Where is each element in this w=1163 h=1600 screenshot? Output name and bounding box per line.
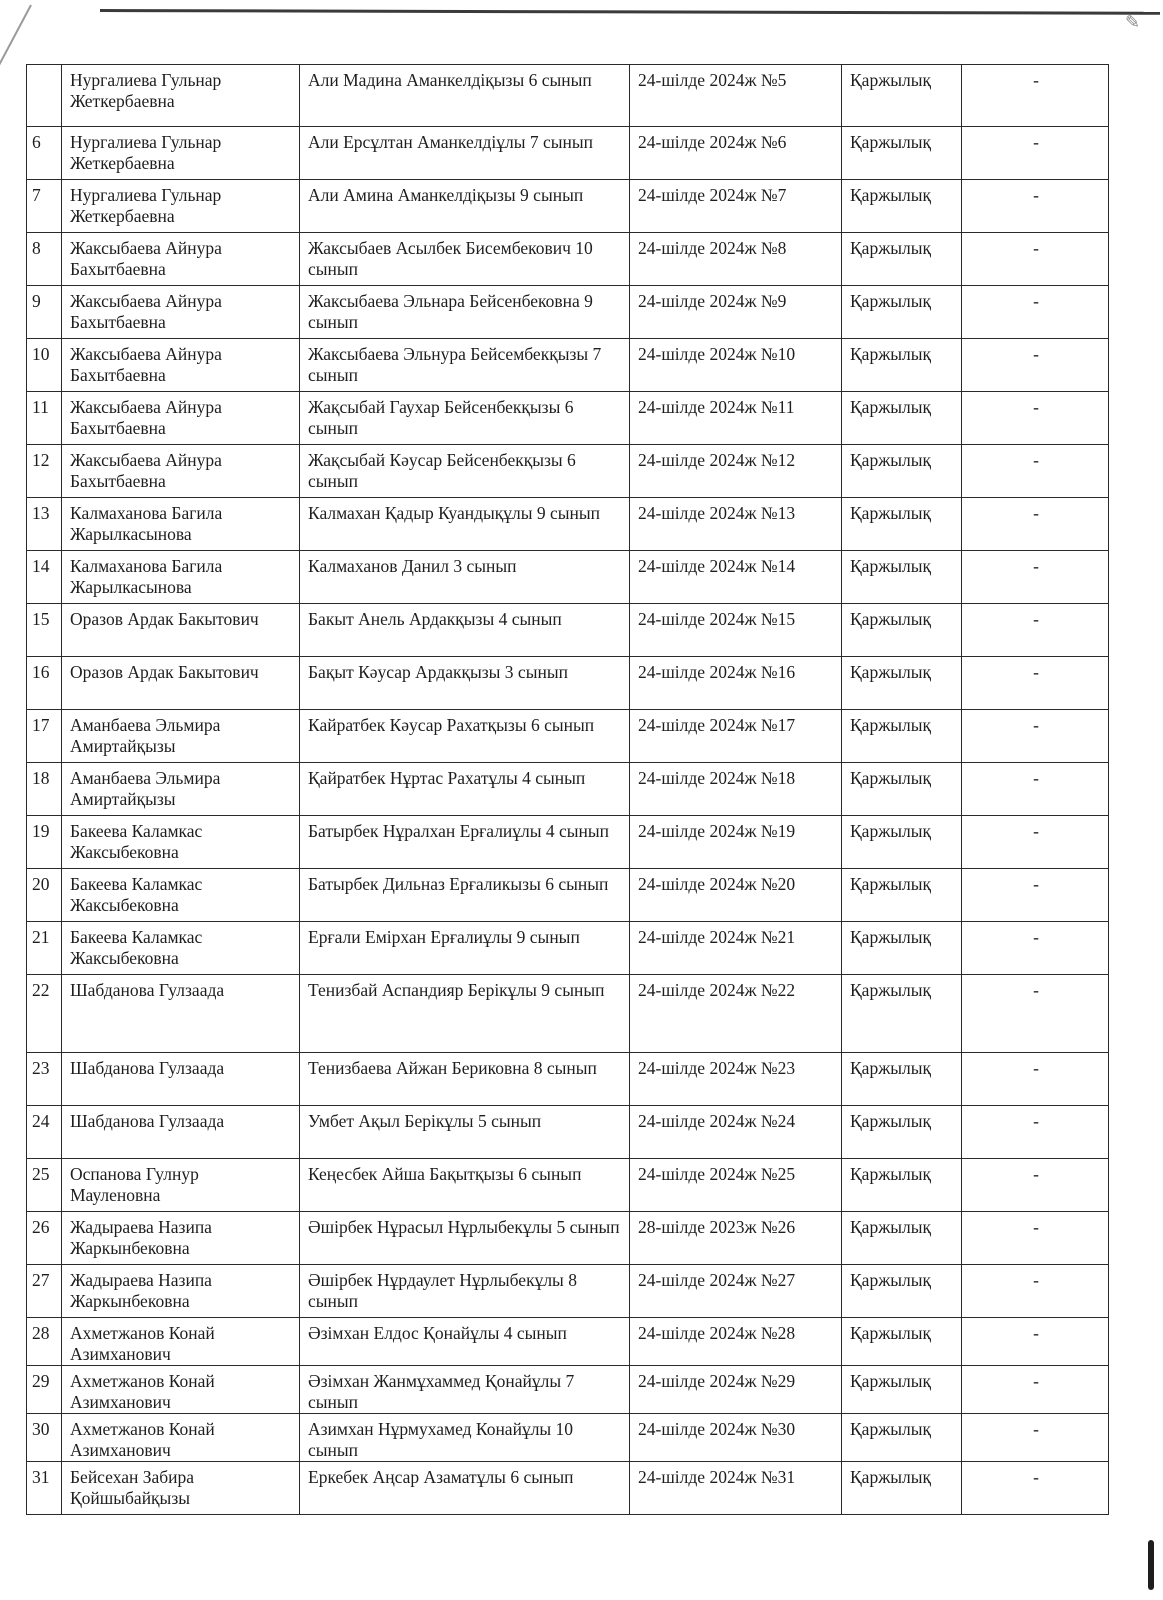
- order-date: 24-шілде 2024ж №21: [630, 922, 842, 975]
- row-number: 6: [27, 127, 62, 180]
- table-row: [27, 286, 1109, 339]
- note-dash: -: [962, 1106, 1109, 1159]
- corner-scribble-icon: ✎: [1125, 12, 1141, 33]
- aid-type: Қаржылық: [842, 604, 962, 657]
- aid-type: Қаржылық: [842, 922, 962, 975]
- note-dash: -: [962, 339, 1109, 392]
- order-date: 24-шілде 2024ж №8: [630, 233, 842, 286]
- parent-name: Жадыраева Назипа Жаркынбековна: [62, 1265, 300, 1318]
- row-number: 16: [27, 657, 62, 710]
- row-number: 23: [27, 1053, 62, 1106]
- note-dash: -: [962, 1265, 1109, 1318]
- child-name-grade: Тенизбаева Айжан Бериковна 8 сынып: [300, 1053, 630, 1106]
- aid-type: Қаржылық: [842, 1212, 962, 1265]
- row-number: 27: [27, 1265, 62, 1318]
- row-number: 10: [27, 339, 62, 392]
- child-name-grade: Жақсыбай Кәусар Бейсенбекқызы 6 сынып: [300, 445, 630, 498]
- note-dash: -: [962, 445, 1109, 498]
- table-row: [27, 657, 1109, 710]
- child-name-grade: Әзімхан Жанмұхаммед Қонайұлы 7 сынып: [300, 1366, 630, 1414]
- parent-name: Бакеева Каламкас Жаксыбековна: [62, 869, 300, 922]
- child-name-grade: Жаксыбаева Эльнара Бейсенбековна 9 сынып: [300, 286, 630, 339]
- child-name-grade: Али Мадина Аманкелдіқызы 6 сынып: [300, 65, 630, 127]
- order-date: 24-шілде 2024ж №25: [630, 1159, 842, 1212]
- table-row: [27, 975, 1109, 1053]
- note-dash: -: [962, 551, 1109, 604]
- table-row: [27, 127, 1109, 180]
- parent-name: Ахметжанов Конай Азимханович: [62, 1318, 300, 1366]
- parent-name: Нургалиева Гульнар Жеткербаевна: [62, 180, 300, 233]
- row-number: 9: [27, 286, 62, 339]
- aid-type: Қаржылық: [842, 127, 962, 180]
- table-row: [27, 1053, 1109, 1106]
- child-name-grade: Тенизбай Аспандияр Берікұлы 9 сынып: [300, 975, 630, 1053]
- parent-name: Шабданова Гулзаада: [62, 1053, 300, 1106]
- aid-type: Қаржылық: [842, 1462, 962, 1515]
- child-name-grade: Әшірбек Нұрдаулет Нұрлыбекұлы 8 сынып: [300, 1265, 630, 1318]
- row-number: 8: [27, 233, 62, 286]
- note-dash: -: [962, 65, 1109, 127]
- aid-type: Қаржылық: [842, 392, 962, 445]
- table-row: [27, 498, 1109, 551]
- parent-name: Жаксыбаева Айнура Бахытбаевна: [62, 392, 300, 445]
- parent-name: Жаксыбаева Айнура Бахытбаевна: [62, 286, 300, 339]
- aid-type: Қаржылық: [842, 498, 962, 551]
- row-number: 20: [27, 869, 62, 922]
- table-row: [27, 233, 1109, 286]
- table-row: [27, 1159, 1109, 1212]
- order-date: 24-шілде 2024ж №30: [630, 1414, 842, 1462]
- parent-name: Шабданова Гулзаада: [62, 1106, 300, 1159]
- row-number: 31: [27, 1462, 62, 1515]
- parent-name: Жаксыбаева Айнура Бахытбаевна: [62, 339, 300, 392]
- aid-type: Қаржылық: [842, 286, 962, 339]
- order-date: 24-шілде 2024ж №5: [630, 65, 842, 127]
- child-name-grade: Азимхан Нұрмухамед Конайұлы 10 сынып: [300, 1414, 630, 1462]
- parent-name: Жадыраева Назипа Жаркынбековна: [62, 1212, 300, 1265]
- child-name-grade: Еркебек Аңсар Азаматұлы 6 сынып: [300, 1462, 630, 1515]
- child-name-grade: Али Амина Аманкелдіқызы 9 сынып: [300, 180, 630, 233]
- parent-name: Бакеева Каламкас Жаксыбековна: [62, 922, 300, 975]
- table-row: [27, 1265, 1109, 1318]
- note-dash: -: [962, 1053, 1109, 1106]
- note-dash: -: [962, 1414, 1109, 1462]
- order-date: 24-шілде 2024ж №27: [630, 1265, 842, 1318]
- note-dash: -: [962, 392, 1109, 445]
- child-name-grade: Жаксыбаева Эльнура Бейсембекқызы 7 сынып: [300, 339, 630, 392]
- child-name-grade: Батырбек Дильназ Ерғаликызы 6 сынып: [300, 869, 630, 922]
- aid-type: Қаржылық: [842, 1318, 962, 1366]
- note-dash: -: [962, 710, 1109, 763]
- aid-type: Қаржылық: [842, 339, 962, 392]
- note-dash: -: [962, 1366, 1109, 1414]
- table-row: [27, 1106, 1109, 1159]
- note-dash: -: [962, 498, 1109, 551]
- table-row: [27, 1212, 1109, 1265]
- parent-name: Бейсехан Забира Қойшыбайқызы: [62, 1462, 300, 1515]
- note-dash: -: [962, 975, 1109, 1053]
- parent-name: Нургалиева Гульнар Жеткербаевна: [62, 65, 300, 127]
- note-dash: -: [962, 1462, 1109, 1515]
- child-name-grade: Батырбек Нұралхан Ерғалиұлы 4 сынып: [300, 816, 630, 869]
- parent-name: Ахметжанов Конай Азимханович: [62, 1414, 300, 1462]
- row-number: 30: [27, 1414, 62, 1462]
- note-dash: -: [962, 816, 1109, 869]
- row-number: 12: [27, 445, 62, 498]
- order-date: 24-шілде 2024ж №15: [630, 604, 842, 657]
- child-name-grade: Бакыт Анель Ардакқызы 4 сынып: [300, 604, 630, 657]
- note-dash: -: [962, 286, 1109, 339]
- note-dash: -: [962, 1159, 1109, 1212]
- note-dash: -: [962, 127, 1109, 180]
- order-date: 28-шілде 2023ж №26: [630, 1212, 842, 1265]
- row-number: 26: [27, 1212, 62, 1265]
- note-dash: -: [962, 604, 1109, 657]
- order-date: 24-шілде 2024ж №23: [630, 1053, 842, 1106]
- order-date: 24-шілде 2024ж №17: [630, 710, 842, 763]
- order-date: 24-шілде 2024ж №31: [630, 1462, 842, 1515]
- note-dash: -: [962, 180, 1109, 233]
- parent-name: Ахметжанов Конай Азимханович: [62, 1366, 300, 1414]
- scan-edge-mark: [1148, 1540, 1154, 1590]
- parent-name: Оразов Ардак Бакытович: [62, 604, 300, 657]
- row-number: 13: [27, 498, 62, 551]
- aid-type: Қаржылық: [842, 1053, 962, 1106]
- order-date: 24-шілде 2024ж №12: [630, 445, 842, 498]
- order-date: 24-шілде 2024ж №10: [630, 339, 842, 392]
- row-number: 17: [27, 710, 62, 763]
- order-date: 24-шілде 2024ж №28: [630, 1318, 842, 1366]
- order-date: 24-шілде 2024ж №29: [630, 1366, 842, 1414]
- aid-type: Қаржылық: [842, 763, 962, 816]
- child-name-grade: Жақсыбай Гаухар Бейсенбекқызы 6 сынып: [300, 392, 630, 445]
- aid-type: Қаржылық: [842, 65, 962, 127]
- order-date: 24-шілде 2024ж №24: [630, 1106, 842, 1159]
- aid-type: Қаржылық: [842, 1366, 962, 1414]
- child-name-grade: Калмахан Қадыр Куандықұлы 9 сынып: [300, 498, 630, 551]
- order-date: 24-шілде 2024ж №16: [630, 657, 842, 710]
- note-dash: -: [962, 233, 1109, 286]
- parent-name: Шабданова Гулзаада: [62, 975, 300, 1053]
- parent-name: Аманбаева Эльмира Амиртайқызы: [62, 763, 300, 816]
- note-dash: -: [962, 1318, 1109, 1366]
- parent-name: Нургалиева Гульнар Жеткербаевна: [62, 127, 300, 180]
- order-date: 24-шілде 2024ж №7: [630, 180, 842, 233]
- table-body: [27, 65, 1109, 1515]
- parent-name: Оспанова Гулнур Мауленовна: [62, 1159, 300, 1212]
- aid-type: Қаржылық: [842, 816, 962, 869]
- scan-top-edge: [100, 9, 1160, 15]
- child-name-grade: Умбет Ақыл Берікұлы 5 сынып: [300, 1106, 630, 1159]
- order-date: 24-шілде 2024ж №14: [630, 551, 842, 604]
- note-dash: -: [962, 869, 1109, 922]
- parent-name: Жаксыбаева Айнура Бахытбаевна: [62, 445, 300, 498]
- order-date: 24-шілде 2024ж №20: [630, 869, 842, 922]
- beneficiary-table: [26, 64, 1109, 1515]
- table-row: [27, 392, 1109, 445]
- row-number: 21: [27, 922, 62, 975]
- aid-type: Қаржылық: [842, 657, 962, 710]
- parent-name: Бакеева Каламкас Жаксыбековна: [62, 816, 300, 869]
- order-date: 24-шілде 2024ж №18: [630, 763, 842, 816]
- row-number: 28: [27, 1318, 62, 1366]
- note-dash: -: [962, 657, 1109, 710]
- row-number: 24: [27, 1106, 62, 1159]
- order-date: 24-шілде 2024ж №11: [630, 392, 842, 445]
- child-name-grade: Ерғали Емірхан Ерғалиұлы 9 сынып: [300, 922, 630, 975]
- table-row: [27, 1366, 1109, 1414]
- table-row: [27, 1318, 1109, 1366]
- parent-name: Калмаханова Багила Жарылкасынова: [62, 498, 300, 551]
- row-number: 19: [27, 816, 62, 869]
- aid-type: Қаржылық: [842, 1265, 962, 1318]
- table-row: [27, 816, 1109, 869]
- table-row: [27, 551, 1109, 604]
- child-name-grade: Кайратбек Кәусар Рахатқызы 6 сынып: [300, 710, 630, 763]
- note-dash: -: [962, 1212, 1109, 1265]
- table-row: [27, 1462, 1109, 1515]
- child-name-grade: Али Ерсұлтан Аманкелдіұлы 7 сынып: [300, 127, 630, 180]
- row-number: 11: [27, 392, 62, 445]
- parent-name: Аманбаева Эльмира Амиртайқызы: [62, 710, 300, 763]
- row-number: 14: [27, 551, 62, 604]
- aid-type: Қаржылық: [842, 1159, 962, 1212]
- table-row: [27, 445, 1109, 498]
- table-row: [27, 1414, 1109, 1462]
- child-name-grade: Жаксыбаев Асылбек Бисембекович 10 сынып: [300, 233, 630, 286]
- table-row: [27, 710, 1109, 763]
- child-name-grade: Калмаханов Данил 3 сынып: [300, 551, 630, 604]
- table-row: [27, 65, 1109, 127]
- note-dash: -: [962, 763, 1109, 816]
- row-number: 7: [27, 180, 62, 233]
- order-date: 24-шілде 2024ж №22: [630, 975, 842, 1053]
- aid-type: Қаржылық: [842, 975, 962, 1053]
- row-number: 22: [27, 975, 62, 1053]
- child-name-grade: Әзімхан Елдос Қонайұлы 4 сынып: [300, 1318, 630, 1366]
- order-date: 24-шілде 2024ж №9: [630, 286, 842, 339]
- aid-type: Қаржылық: [842, 233, 962, 286]
- row-number: 29: [27, 1366, 62, 1414]
- row-number: 15: [27, 604, 62, 657]
- child-name-grade: Бақыт Кәусар Ардакқызы 3 сынып: [300, 657, 630, 710]
- table-row: [27, 180, 1109, 233]
- parent-name: Оразов Ардак Бакытович: [62, 657, 300, 710]
- row-number: 18: [27, 763, 62, 816]
- aid-type: Қаржылық: [842, 1106, 962, 1159]
- child-name-grade: Қайратбек Нұртас Рахатұлы 4 сынып: [300, 763, 630, 816]
- aid-type: Қаржылық: [842, 869, 962, 922]
- aid-type: Қаржылық: [842, 710, 962, 763]
- table-row: [27, 604, 1109, 657]
- row-number: [27, 65, 62, 127]
- order-date: 24-шілде 2024ж №19: [630, 816, 842, 869]
- aid-type: Қаржылық: [842, 1414, 962, 1462]
- order-date: 24-шілде 2024ж №13: [630, 498, 842, 551]
- table-row: [27, 339, 1109, 392]
- child-name-grade: Әшірбек Нұрасыл Нұрлыбекұлы 5 сынып: [300, 1212, 630, 1265]
- child-name-grade: Кеңесбек Айша Бақытқызы 6 сынып: [300, 1159, 630, 1212]
- row-number: 25: [27, 1159, 62, 1212]
- table-row: [27, 869, 1109, 922]
- table-row: [27, 763, 1109, 816]
- parent-name: Жаксыбаева Айнура Бахытбаевна: [62, 233, 300, 286]
- aid-type: Қаржылық: [842, 445, 962, 498]
- order-date: 24-шілде 2024ж №6: [630, 127, 842, 180]
- table-row: [27, 922, 1109, 975]
- parent-name: Калмаханова Багила Жарылкасынова: [62, 551, 300, 604]
- aid-type: Қаржылық: [842, 180, 962, 233]
- note-dash: -: [962, 922, 1109, 975]
- aid-type: Қаржылық: [842, 551, 962, 604]
